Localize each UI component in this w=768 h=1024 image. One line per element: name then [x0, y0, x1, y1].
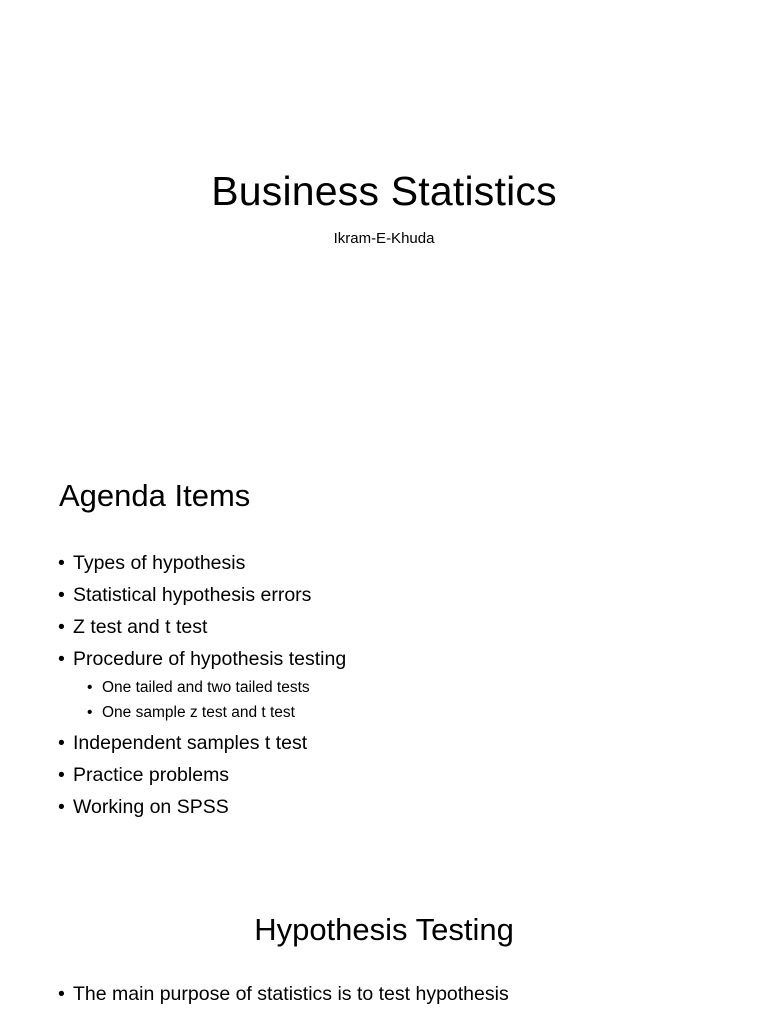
agenda-sub-item-text: One sample z test and t test: [102, 704, 295, 721]
bullet-icon: •: [58, 796, 65, 818]
bullet-icon: •: [58, 584, 65, 606]
agenda-sub-item: [58, 700, 346, 725]
bullet-icon: •: [58, 983, 65, 1005]
agenda-item: [58, 791, 346, 823]
hypothesis-heading: Hypothesis Testing: [254, 912, 514, 947]
agenda-item-text: Z test and t test: [73, 616, 208, 638]
agenda-item: [58, 579, 346, 611]
agenda-sub-item: [58, 675, 346, 700]
agenda-sub-item-text: One tailed and two tailed tests: [102, 679, 310, 696]
hypothesis-item-text: The main purpose of statistics is to test hypothesis: [73, 983, 509, 1005]
bullet-icon: •: [58, 764, 65, 786]
bullet-icon: •: [58, 648, 65, 670]
agenda-item-text: Practice problems: [73, 764, 230, 786]
agenda-item-text: Independent samples t test: [73, 732, 308, 754]
bullet-icon: •: [58, 616, 65, 638]
bullet-icon: •: [87, 704, 93, 721]
agenda-item-text: Types of hypothesis: [73, 552, 246, 574]
hypothesis-item: [58, 981, 509, 1007]
agenda-item: [58, 759, 346, 791]
bullet-icon: •: [87, 679, 93, 696]
author-name: Ikram-E-Khuda: [333, 230, 435, 247]
agenda-list: [58, 547, 346, 823]
agenda-item-text: Working on SPSS: [73, 796, 229, 818]
title-slide: [0, 0, 768, 432]
bullet-icon: •: [58, 732, 65, 754]
agenda-item-text: Statistical hypothesis errors: [73, 584, 312, 606]
agenda-item-text: Procedure of hypothesis testing: [73, 648, 347, 670]
hypothesis-slide: [0, 864, 768, 1024]
agenda-item: [58, 727, 346, 759]
bullet-icon: •: [58, 552, 65, 574]
agenda-heading: Agenda Items: [59, 478, 251, 513]
presentation-title: Business Statistics: [211, 168, 557, 214]
agenda-item: [58, 547, 346, 579]
agenda-item: [58, 643, 346, 675]
agenda-slide: [0, 432, 768, 864]
agenda-item: [58, 611, 346, 643]
